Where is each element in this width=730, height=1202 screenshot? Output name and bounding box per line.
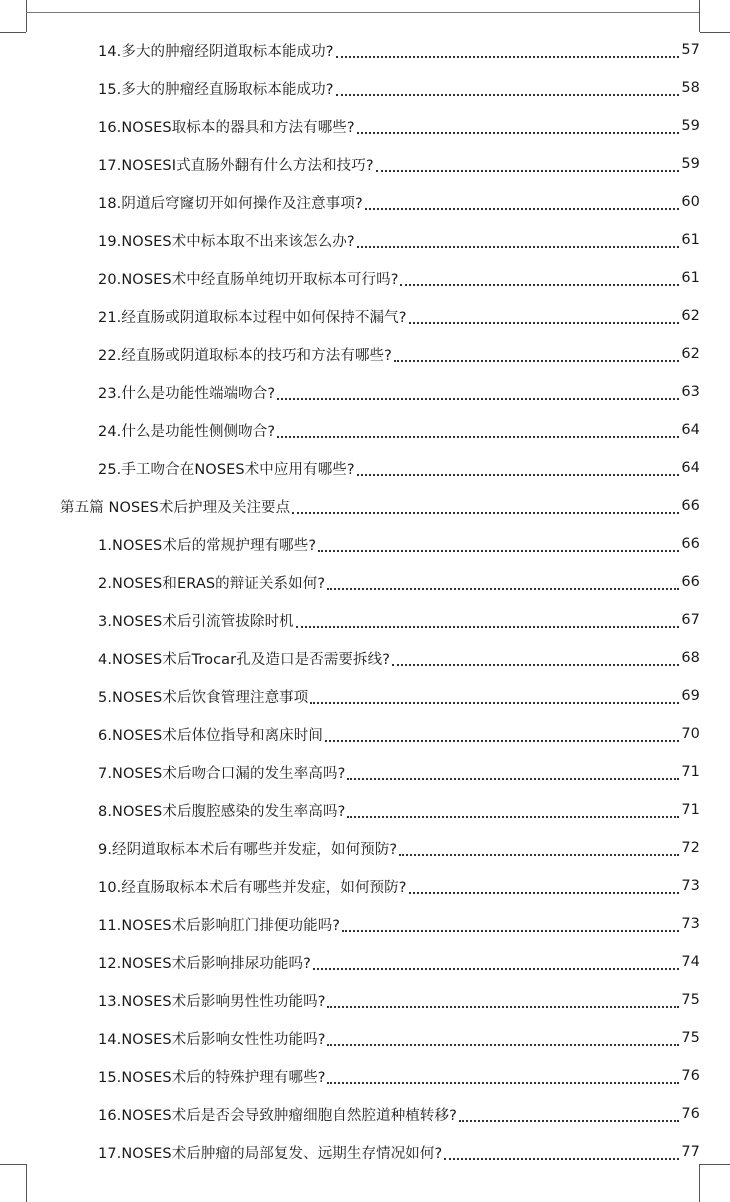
toc-page-number: 75	[681, 992, 700, 1008]
toc-entry-title: 21.经直肠或阴道取标本过程中如何保持不漏气?	[98, 309, 407, 326]
toc-page-number: 60	[681, 194, 700, 210]
toc-entry[interactable]	[0, 145, 730, 183]
toc-entry[interactable]	[0, 1133, 730, 1171]
toc-entry-title: 6.NOSES术后体位指导和离床时间	[98, 727, 323, 744]
toc-entry-title: 20.NOSES术中经直肠单纯切开取标本可行吗?	[98, 271, 399, 288]
toc-entry[interactable]	[0, 69, 730, 107]
toc-dot-leader	[444, 1157, 679, 1160]
toc-dot-leader	[325, 739, 679, 742]
toc-entry-title: 25.手工吻合在NOSES术中应用有哪些?	[98, 461, 355, 478]
toc-entry-title: 19.NOSES术中标本取不出来该怎么办?	[98, 233, 355, 250]
toc-page-number: 59	[681, 156, 700, 172]
toc-dot-leader	[365, 207, 680, 210]
toc-entry-title: 11.NOSES术后影响肛门排便功能吗?	[98, 917, 341, 934]
toc-entry-title: 15.多大的肿瘤经直肠取标本能成功?	[98, 81, 334, 98]
toc-entry-title: 1.NOSES术后的常规护理有哪些?	[98, 537, 317, 554]
toc-dot-leader	[409, 891, 680, 894]
toc-entry[interactable]	[0, 563, 730, 601]
toc-entry[interactable]	[0, 449, 730, 487]
toc-page-number: 77	[681, 1144, 700, 1160]
toc-dot-leader	[347, 815, 679, 818]
toc-dot-leader	[394, 359, 679, 362]
toc-entry[interactable]	[0, 715, 730, 753]
toc-entry[interactable]	[0, 601, 730, 639]
toc-dot-leader	[400, 283, 679, 286]
toc-page-number: 71	[681, 802, 700, 818]
toc-entry-title: 13.NOSES术后影响男性性功能吗?	[98, 993, 326, 1010]
toc-page-number: 61	[681, 270, 700, 286]
toc-page-number: 71	[681, 764, 700, 780]
toc-entry-title: 24.什么是功能性侧侧吻合?	[98, 423, 276, 440]
toc-dot-leader	[376, 169, 680, 172]
toc-entry[interactable]	[0, 259, 730, 297]
toc-entry[interactable]	[0, 677, 730, 715]
toc-entry-title: 17.NOSES术后肿瘤的局部复发、远期生存情况如何?	[98, 1145, 443, 1162]
toc-dot-leader	[296, 625, 680, 628]
toc-entry[interactable]	[0, 867, 730, 905]
toc-dot-leader	[357, 131, 680, 134]
toc-entry-title: 第五篇 NOSES术后护理及关注要点	[60, 499, 291, 516]
toc-entry-title: 4.NOSES术后Trocar孔及造口是否需要拆线?	[98, 651, 391, 668]
toc-dot-leader	[342, 929, 679, 932]
crop-mark-top-left-vertical	[26, 0, 27, 32]
toc-entry[interactable]	[0, 183, 730, 221]
toc-entry[interactable]	[0, 107, 730, 145]
toc-entry-title: 2.NOSES和ERAS的辩证关系如何?	[98, 575, 326, 592]
toc-dot-leader	[313, 967, 679, 970]
toc-entry[interactable]	[0, 1019, 730, 1057]
toc-page-number: 66	[681, 574, 700, 590]
toc-entry-title: 22.经直肠或阴道取标本的技巧和方法有哪些?	[98, 347, 392, 364]
toc-dot-leader	[357, 473, 680, 476]
toc-page-number: 75	[681, 1030, 700, 1046]
toc-page-number: 73	[681, 916, 700, 932]
toc-page-number: 61	[681, 232, 700, 248]
toc-page-number: 66	[681, 498, 700, 514]
toc-entry[interactable]	[0, 373, 730, 411]
toc-dot-leader	[318, 549, 679, 552]
toc-entry-title: 3.NOSES术后引流管拔除时机	[98, 613, 294, 630]
page-top-border	[26, 12, 700, 13]
toc-entry-title: 18.阴道后穹窿切开如何操作及注意事项?	[98, 195, 363, 212]
toc-dot-leader	[327, 587, 679, 590]
toc-dot-leader	[277, 397, 679, 400]
toc-dot-leader	[336, 93, 680, 96]
toc-entry-title: 12.NOSES术后影响排尿功能吗?	[98, 955, 311, 972]
toc-dot-leader	[336, 55, 680, 58]
toc-entry-title: 14.多大的肿瘤经阴道取标本能成功?	[98, 43, 334, 60]
toc-page-number: 64	[681, 422, 700, 438]
table-of-contents	[0, 31, 730, 1171]
toc-entry-title: 16.NOSES术后是否会导致肿瘤细胞自然腔道种植转移?	[98, 1107, 457, 1124]
crop-mark-top-right-vertical	[699, 0, 700, 32]
toc-entry[interactable]	[0, 297, 730, 335]
toc-dot-leader	[310, 701, 679, 704]
toc-page-number: 57	[681, 42, 700, 58]
toc-entry[interactable]	[0, 829, 730, 867]
toc-entry[interactable]	[0, 411, 730, 449]
toc-entry-title: 14.NOSES术后影响女性性功能吗?	[98, 1031, 326, 1048]
toc-page-number: 59	[681, 118, 700, 134]
toc-page-number: 66	[681, 536, 700, 552]
toc-dot-leader	[292, 511, 679, 514]
toc-page-number: 76	[681, 1068, 700, 1084]
toc-entry-title: 10.经直肠取标本术后有哪些并发症，如何预防?	[98, 879, 407, 896]
toc-entry[interactable]	[0, 981, 730, 1019]
toc-page-number: 62	[681, 308, 700, 324]
toc-dot-leader	[277, 435, 679, 438]
toc-dot-leader	[327, 1005, 679, 1008]
toc-entry[interactable]	[0, 905, 730, 943]
toc-entry[interactable]	[0, 525, 730, 563]
toc-page-number: 63	[681, 384, 700, 400]
toc-page-number: 62	[681, 346, 700, 362]
toc-page-number: 72	[681, 840, 700, 856]
toc-entry-title: 7.NOSES术后吻合口漏的发生率高吗?	[98, 765, 346, 782]
toc-entry[interactable]	[0, 335, 730, 373]
toc-page-number: 58	[681, 80, 700, 96]
toc-entry-title: 9.经阴道取标本术后有哪些并发症，如何预防?	[98, 841, 398, 858]
toc-page-number: 67	[681, 612, 700, 628]
toc-chapter-entry[interactable]	[0, 487, 730, 525]
toc-entry[interactable]	[0, 791, 730, 829]
toc-page-number: 64	[681, 460, 700, 476]
toc-dot-leader	[399, 853, 679, 856]
toc-entry[interactable]	[0, 31, 730, 69]
toc-page-number: 69	[681, 688, 700, 704]
toc-page-number: 68	[681, 650, 700, 666]
toc-entry-title: 8.NOSES术后腹腔感染的发生率高吗?	[98, 803, 346, 820]
toc-entry[interactable]	[0, 221, 730, 259]
toc-dot-leader	[357, 245, 680, 248]
toc-dot-leader	[347, 777, 679, 780]
toc-page-number: 70	[681, 726, 700, 742]
toc-dot-leader	[327, 1081, 679, 1084]
toc-entry-title: 17.NOSESI式直肠外翻有什么方法和技巧?	[98, 157, 374, 174]
toc-entry[interactable]	[0, 639, 730, 677]
toc-entry[interactable]	[0, 1057, 730, 1095]
toc-dot-leader	[392, 663, 679, 666]
toc-dot-leader	[409, 321, 680, 324]
toc-dot-leader	[459, 1119, 679, 1122]
toc-entry-title: 5.NOSES术后饮食管理注意事项	[98, 689, 309, 706]
toc-entry-title: 16.NOSES取标本的器具和方法有哪些?	[98, 119, 355, 136]
toc-page-number: 74	[681, 954, 700, 970]
toc-entry-title: 15.NOSES术后的特殊护理有哪些?	[98, 1069, 326, 1086]
toc-page-number: 76	[681, 1106, 700, 1122]
toc-page-number: 73	[681, 878, 700, 894]
toc-entry[interactable]	[0, 943, 730, 981]
toc-entry[interactable]	[0, 1095, 730, 1133]
toc-entry[interactable]	[0, 753, 730, 791]
toc-entry-title: 23.什么是功能性端端吻合?	[98, 385, 276, 402]
toc-dot-leader	[327, 1043, 679, 1046]
